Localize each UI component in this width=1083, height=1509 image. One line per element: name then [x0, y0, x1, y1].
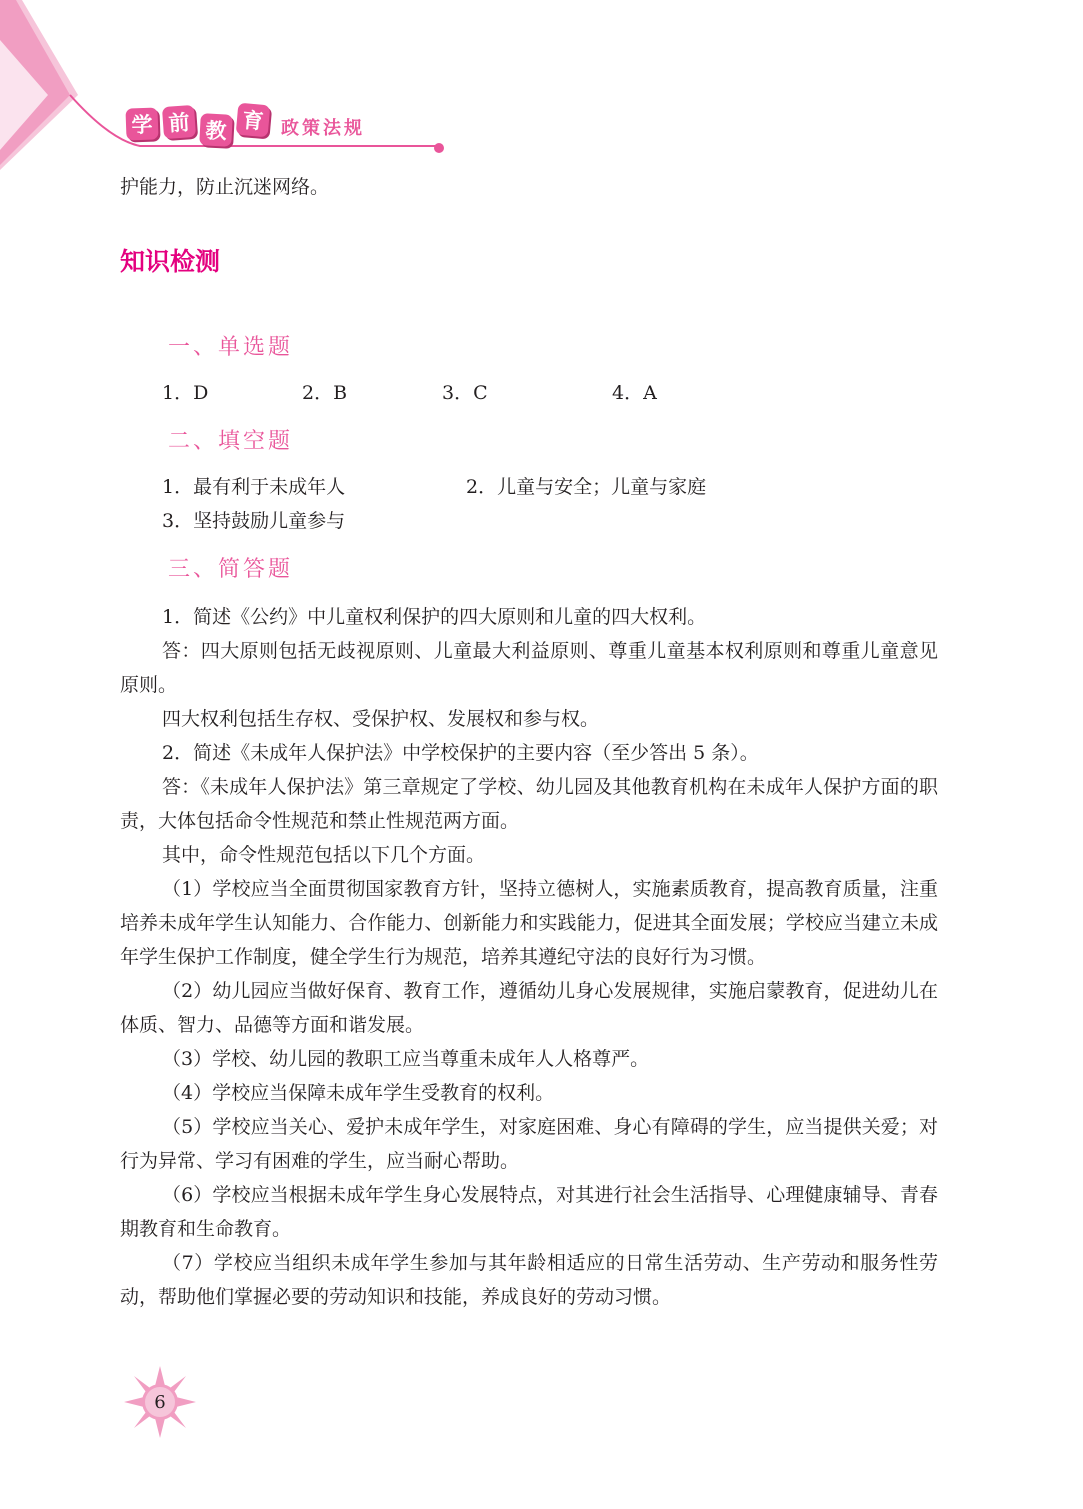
paragraph: 其中，命令性规范包括以下几个方面。 — [162, 844, 486, 866]
answer-item: 1．D — [162, 382, 209, 404]
short-answer-title: 三、简答题 — [168, 557, 294, 582]
page-number-badge — [124, 1366, 196, 1442]
page-number: 6 — [154, 1391, 166, 1413]
fill-blank-title: 二、填空题 — [168, 429, 294, 454]
answer-item: 2．B — [302, 382, 348, 404]
answer-item: 2．儿童与安全；儿童与家庭 — [466, 476, 707, 498]
paragraph: 四大权利包括生存权、受保护权、发展权和参与权。 — [162, 708, 600, 730]
paragraph: （6）学校应当根据未成年学生身心发展特点，对其进行社会生活指导、心理健康辅导、青春期教育和生命教育。 — [120, 1184, 938, 1240]
intro-text: 护能力，防止沉迷网络。 — [120, 176, 330, 198]
fill-blank-answers — [162, 470, 938, 504]
title-tile: 育 — [236, 103, 271, 138]
page-content — [120, 170, 938, 1314]
single-choice-answers — [162, 376, 938, 410]
book-title — [126, 100, 365, 152]
paragraph: 答：《未成年人保护法》第三章规定了学校、幼儿园及其他教育机构在未成年人保护方面的职责，大体包括命令性规范和禁止性规范两方面。 — [120, 776, 938, 832]
paragraph: （4）学校应当保障未成年学生受教育的权利。 — [162, 1082, 555, 1104]
paragraph: （1）学校应当全面贯彻国家教育方针，坚持立德树人，实施素质教育，提高教育质量，注重培养未成年学生认知能力、合作能力、创新能力和实践能力，促进其全面发展；学校应当建立未成年学生保护工作制度，健全学生行为规范，培养其遵纪守法的良好行为习惯。 — [120, 878, 938, 968]
paragraph: （7）学校应当组织未成年学生参加与其年龄相适应的日常生活劳动、生产劳动和服务性劳动，帮助他们掌握必要的劳动知识和技能，养成良好的劳动习惯。 — [120, 1252, 938, 1308]
answer-item: 3．坚持鼓励儿童参与 — [162, 510, 346, 532]
book-subtitle: 政策法规 — [281, 118, 365, 139]
title-tile: 教 — [199, 113, 233, 147]
answer-item: 3．C — [442, 382, 488, 404]
paragraph: 答：四大原则包括无歧视原则、儿童最大利益原则、尊重儿童基本权利原则和尊重儿童意见原则。 — [120, 640, 938, 696]
title-tile: 前 — [162, 105, 196, 139]
title-tile: 学 — [125, 107, 158, 140]
paragraph: 1．简述《公约》中儿童权利保护的四大原则和儿童的四大权利。 — [162, 606, 707, 628]
paragraph: （2）幼儿园应当做好保育、教育工作，遵循幼儿身心发展规律，实施启蒙教育，促进幼儿在体质、智力、品德等方面和谐发展。 — [120, 980, 938, 1036]
paragraph: （5）学校应当关心、爱护未成年学生，对家庭困难、身心有障碍的学生，应当提供关爱；对行为异常、学习有困难的学生，应当耐心帮助。 — [120, 1116, 938, 1172]
paragraph: （3）学校、幼儿园的教职工应当尊重未成年人人格尊严。 — [162, 1048, 650, 1070]
paragraph: 2．简述《未成年人保护法》中学校保护的主要内容（至少答出 5 条）。 — [162, 742, 759, 764]
fill-blank-answers-2 — [162, 504, 938, 538]
answer-item: 1．最有利于未成年人 — [162, 476, 346, 498]
answer-item: 4．A — [612, 382, 657, 404]
single-choice-title: 一、单选题 — [168, 335, 294, 360]
section-title: 知识检测 — [120, 247, 221, 276]
